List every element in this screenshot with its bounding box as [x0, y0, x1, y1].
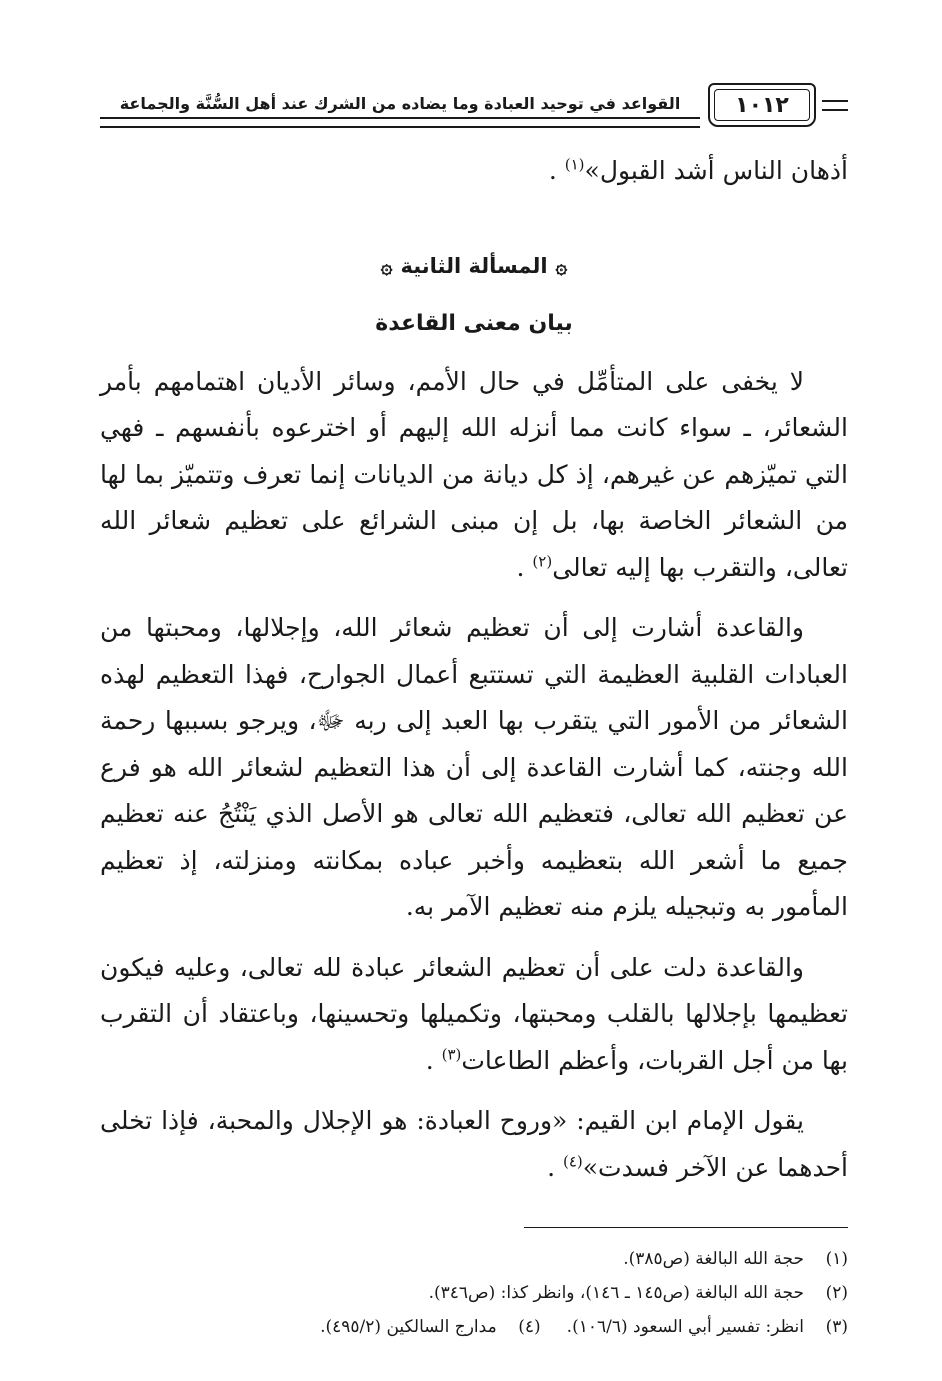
- running-title: القواعد في توحيد العبادة وما يضاده من الشرك عند أهل السُّنَّة والجماعة: [119, 94, 681, 113]
- paragraph: والقاعدة أشارت إلى أن تعظيم شعائر الله، وإجلالها، ومحبتها من العبادات القلبية العظيمة التي تستتبع أعمال الجوارح، فهذا التعظيم لهذه الشعائر من الأمور التي يتقرب بها العبد إلى ربه ﷻ، ويرجو بسببها رحمة الله وجنته، كما أشارت القاعدة إلى أن هذا التعظيم لشعائر الله هو فرع عن تعظيم الله تعالى، فتعظيم الله تعالى هو الأصل الذي يَنْتُجُ عنه تعظيم جميع ما أشعر الله بتعظيمه وأخبر عباده بمكانته ومنزلته، إذ تعظيم المأمور به وتبجيله يلزم منه تعظيم الآمر به.: [100, 613, 848, 921]
- page-number-frame: [708, 83, 816, 127]
- section-heading: [100, 251, 848, 281]
- paragraph: لا يخفى على المتأمِّل في حال الأمم، وسائر الأديان اهتمامهم بأمر الشعائر، ـ سواء كانت مما أنزله الله إليهم أو اخترعوه بأنفسهم ـ فهي التي تميّزهم عن غيرهم، إذ كل ديانة من الديانات إنما تعرف وتتميّز بما لها من الشعائر الخاصة بها، بل إن مبنى الشرائع على تعظيم شعائر الله تعالى، والتقرب بها إليه تعالى$^{(٢)}$ .: [100, 366, 849, 582]
- footnote: (٣) انظر: تفسير أبي السعود (١٠٦/٦). (٤) مدارج السالكين (٤٩٥/٢).: [320, 1317, 848, 1337]
- footnote-ref: (٤): [562, 1152, 583, 1171]
- page-number: ١٠١٢: [735, 92, 789, 118]
- footnote-ref: (٣): [441, 1045, 462, 1064]
- paragraph: يقول الإمام ابن القيم: «وروح العبادة: هو الإجلال والمحبة، فإذا تخلى أحدهما عن الآخر فسدت»$^{(٤)}$ .: [100, 1106, 848, 1182]
- footnote-ref: (١): [564, 155, 585, 174]
- opening-line: أذهان الناس أشد القبول»$^{(١)}$ .: [548, 155, 848, 185]
- footnote-separator: [524, 1227, 848, 1228]
- ornament-icon: ۞: [555, 253, 568, 278]
- footnote-ref: (٢): [532, 552, 553, 571]
- footnotes: [100, 1242, 848, 1344]
- section-title: المسألة الثانية: [400, 253, 548, 278]
- ornament-icon: ۞: [380, 253, 393, 278]
- header-title-wrap: [100, 82, 700, 128]
- book-page: [100, 80, 848, 1344]
- footnote: (١) حجة الله البالغة (ص٣٨٥).: [623, 1249, 848, 1269]
- header-rule: [100, 117, 700, 128]
- page-header: [100, 80, 848, 130]
- footnote: (٢) حجة الله البالغة (ص١٤٥ ـ ١٤٦)، وانظر كذا: (ص٣٤٦).: [428, 1283, 848, 1303]
- section-subtitle: بيان معنى القاعدة: [375, 310, 573, 336]
- header-rule-right: [822, 100, 848, 111]
- paragraph: والقاعدة دلت على أن تعظيم الشعائر عبادة لله تعالى، وعليه فيكون تعظيمها بإجلالها بالقلب ومحبتها، وتكميلها وتحسينها، وباعتقاد أن التقرب بها من أجل القربات، وأعظم الطاعات$^{(٣)}$ .: [100, 952, 848, 1075]
